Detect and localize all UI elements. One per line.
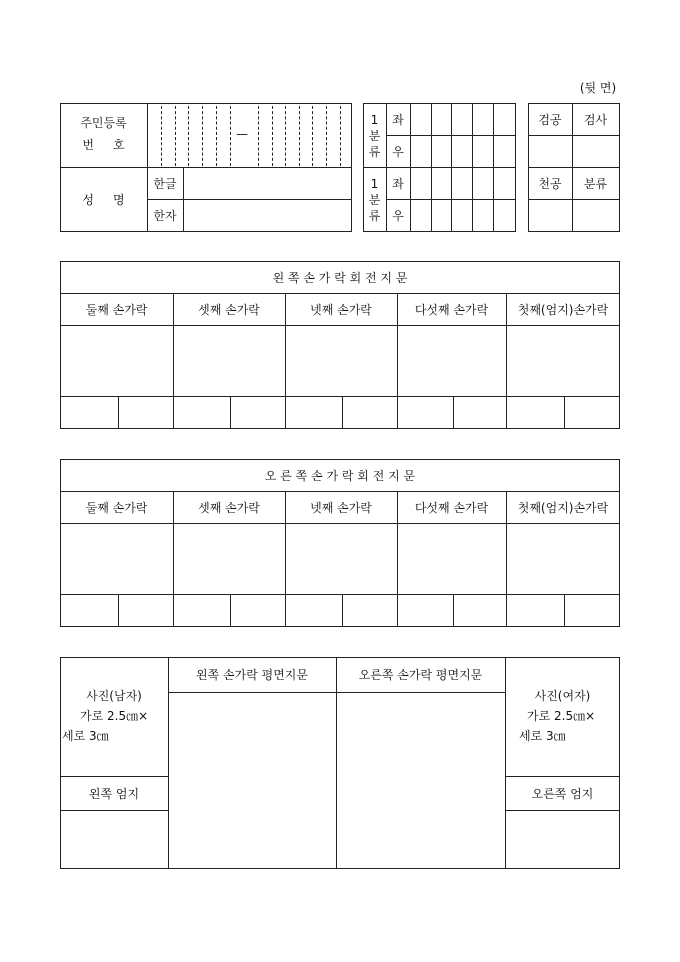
- table-title: 왼 쪽 손 가 락 회 전 지 문: [272, 270, 408, 285]
- fingerprint-area[interactable]: [286, 326, 396, 395]
- digit-divider: [188, 106, 189, 166]
- hanja-name-field[interactable]: [184, 200, 350, 230]
- digit-divider: [175, 106, 176, 166]
- right-thumb-label: 오른쪽 엄지: [531, 786, 594, 801]
- photo-size: 가로 2.5㎝×: [80, 709, 149, 723]
- resident-number-label-2: 번 호: [82, 137, 125, 152]
- digit-divider: [230, 106, 231, 166]
- fingerprint-area[interactable]: [507, 524, 619, 593]
- digit-divider: [202, 106, 203, 166]
- digit-divider: [161, 106, 162, 166]
- right-label: 우: [392, 144, 404, 159]
- class-text: 분 류: [368, 129, 381, 159]
- digit-divider: [285, 106, 286, 166]
- inspect-label-c: 천공: [538, 176, 562, 191]
- digit-divider: [326, 106, 327, 166]
- digit-divider: [258, 106, 259, 166]
- divider: [60, 594, 620, 595]
- finger-header: 둘째 손가락: [85, 302, 148, 317]
- divider: [230, 396, 231, 428]
- finger-header: 둘째 손가락: [85, 500, 148, 515]
- digit-divider: [272, 106, 273, 166]
- finger-header: 넷째 손가락: [310, 302, 372, 317]
- photo-size: 세로 3㎝: [519, 729, 566, 743]
- divider: [564, 594, 565, 626]
- class-num: 1: [370, 177, 379, 191]
- fingerprint-area[interactable]: [398, 524, 505, 593]
- left-thumb-label: 왼쪽 엄지: [88, 786, 140, 801]
- divider: [118, 594, 119, 626]
- right-label: 우: [392, 208, 404, 223]
- divider: [60, 396, 620, 397]
- divider: [342, 396, 343, 428]
- finger-header: 셋째 손가락: [198, 302, 260, 317]
- finger-header: 첫째(엄지)손가락: [517, 302, 609, 317]
- right-thumb-print-area[interactable]: [506, 811, 619, 867]
- right-flat-header: 오른쪽 손가락 평면지문: [358, 668, 483, 682]
- class-2-label: [363, 172, 386, 228]
- left-flat-header: 왼쪽 손가락 평면지문: [196, 668, 308, 682]
- photo-size: 가로 2.5㎝×: [527, 709, 596, 723]
- divider: [118, 396, 119, 428]
- class-num: 1: [370, 113, 379, 127]
- photo-size: 세로 3㎝: [62, 729, 109, 743]
- left-label: 좌: [392, 176, 404, 191]
- fingerprint-area[interactable]: [61, 326, 172, 395]
- class-1-label: [363, 108, 386, 164]
- digit-divider: [216, 106, 217, 166]
- table-title: 오 른 쪽 손 가 락 회 전 지 문: [264, 468, 416, 483]
- divider: [564, 396, 565, 428]
- inspect-label-a: 검공: [538, 112, 562, 127]
- inspect-label-b: 검사: [583, 112, 608, 127]
- male-photo-area[interactable]: [60, 686, 168, 746]
- fingerprint-area[interactable]: [174, 524, 284, 593]
- divider: [453, 594, 454, 626]
- fingerprint-area[interactable]: [286, 524, 396, 593]
- digit-divider: [312, 106, 313, 166]
- female-photo-area[interactable]: [505, 686, 620, 746]
- hangul-name-field[interactable]: [184, 168, 350, 198]
- resident-number-label: 주민등록: [80, 115, 127, 130]
- digit-divider: [340, 106, 341, 166]
- divider: [453, 396, 454, 428]
- left-thumb-print-area[interactable]: [61, 811, 167, 867]
- finger-header: 다섯째 손가락: [414, 500, 489, 515]
- fingerprint-area[interactable]: [174, 326, 284, 395]
- fingerprint-area[interactable]: [507, 326, 619, 395]
- name-label: 성 명: [82, 192, 125, 207]
- finger-header: 다섯째 손가락: [414, 302, 489, 317]
- left-label: 좌: [392, 112, 404, 127]
- inspect-label-d: 분류: [583, 176, 608, 191]
- right-flat-print-area[interactable]: [337, 693, 504, 867]
- fingerprint-area[interactable]: [398, 326, 505, 395]
- photo-label: 사진(남자): [86, 689, 142, 703]
- divider: [342, 594, 343, 626]
- page-side-label: (뒷 면): [579, 80, 617, 95]
- hangul-label: 한글: [153, 176, 177, 191]
- finger-header: 첫째(엄지)손가락: [517, 500, 609, 515]
- fingerprint-area[interactable]: [61, 524, 172, 593]
- photo-label: 사진(여자): [534, 689, 591, 703]
- divider: [230, 594, 231, 626]
- finger-header: 넷째 손가락: [310, 500, 372, 515]
- resident-number-dash: —: [236, 127, 248, 141]
- class-text: 분 류: [368, 193, 381, 223]
- left-flat-print-area[interactable]: [169, 693, 335, 867]
- finger-header: 셋째 손가락: [198, 500, 260, 515]
- hanja-label: 한자: [153, 208, 177, 223]
- digit-divider: [299, 106, 300, 166]
